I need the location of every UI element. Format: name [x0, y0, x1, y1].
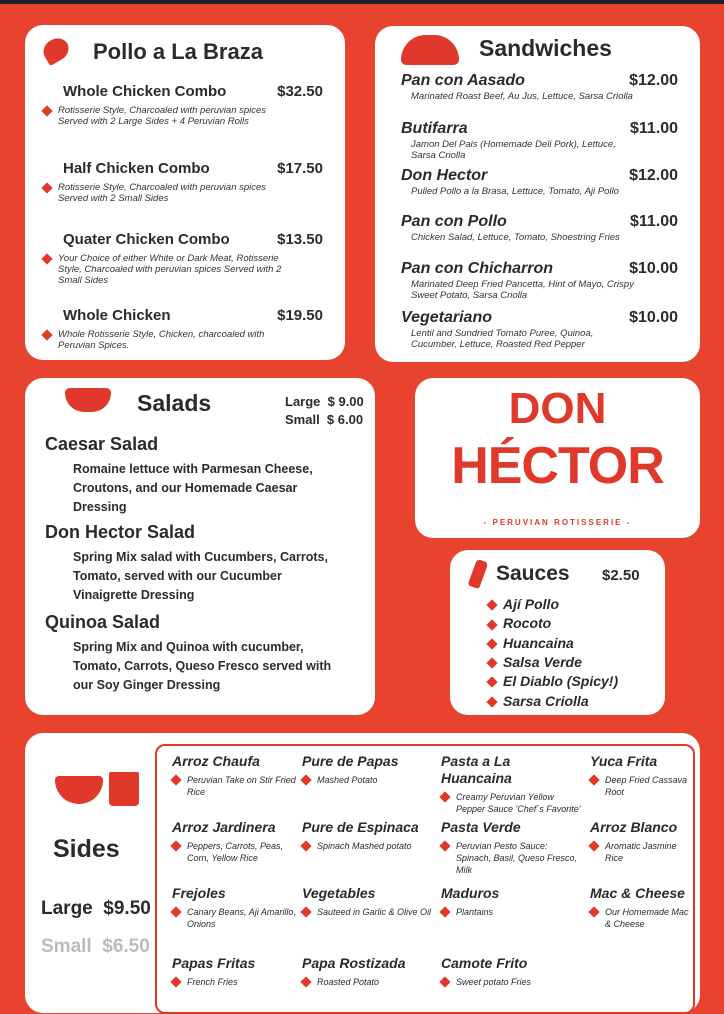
- sides-section: [25, 733, 700, 1013]
- diamond-bullet-icon: [486, 658, 497, 669]
- item-name: Pan con Aasado: [401, 72, 525, 89]
- side-description: [590, 840, 692, 864]
- diamond-bullet-icon: [170, 774, 181, 785]
- sauce-bottle-icon: [468, 559, 489, 589]
- side-description: [302, 840, 435, 852]
- side-description: [302, 976, 435, 988]
- side-description-text: Plantains: [456, 907, 494, 917]
- item-price: $10.00: [629, 309, 678, 326]
- diamond-bullet-icon: [486, 696, 497, 707]
- item-name: Vegetariano: [401, 309, 492, 326]
- bowl-and-fries-icon: [55, 768, 140, 808]
- item-description: Jamon Del Pais (Homemade Deli Pork), Lettuce, Sarsa Criolla: [411, 139, 616, 161]
- description-line: Your Choice of either White or Dark Meat, Rotisserie Style, Charcoaled with peruvian spices Served with 2 Small Sides: [58, 253, 282, 286]
- side-name: Camote Frito: [441, 955, 528, 971]
- item-name: Quater Chicken Combo: [63, 231, 230, 248]
- item-name: Pan con Pollo: [401, 213, 507, 230]
- side-description-text: Aromatic Jasmine Rice: [605, 841, 677, 863]
- burger-icon: [401, 35, 459, 65]
- item-name: Whole Chicken Combo: [63, 83, 227, 100]
- sauce-item: [488, 596, 559, 612]
- side-name: Arroz Jardinera: [172, 819, 276, 835]
- item-description: Spring Mix and Quinoa with cucumber, Tomato, Carrots, Queso Fresco served with our Soy Ginger Dressing: [73, 640, 332, 692]
- side-item: [590, 753, 692, 798]
- item-description: Marinated Deep Fried Pancetta, Hint of Mayo, Crispy Sweet Potato, Sarsa Criolla: [411, 279, 634, 301]
- side-item: [172, 955, 296, 988]
- diamond-bullet-icon: [41, 182, 52, 193]
- item-name: Don Hector Salad: [45, 522, 196, 542]
- top-strip: [0, 0, 724, 4]
- side-description: [441, 906, 584, 918]
- side-item: [172, 753, 296, 798]
- description-text: [58, 105, 266, 127]
- diamond-bullet-icon: [41, 329, 52, 340]
- side-description-text: Creamy Peruvian Yellow Pepper Sauce 'Chef´s Favorite': [456, 792, 581, 814]
- description-line: Rotisserie Style, Charcoaled with peruvian spices: [58, 182, 267, 193]
- diamond-bullet-icon: [41, 105, 52, 116]
- item-price: $12.00: [629, 72, 678, 89]
- side-description-text: Roasted Potato: [317, 977, 380, 987]
- side-item: [441, 955, 584, 988]
- side-description: [302, 906, 435, 918]
- logo-line2: HÉCTOR: [451, 437, 664, 495]
- item-price: $13.50: [277, 231, 323, 248]
- side-item: [302, 885, 435, 918]
- item-description: Spring Mix salad with Cucumbers, Carrots, Tomato, served with our Cucumber Vinaigrette Dressing: [73, 550, 328, 602]
- section-title: Sauces: [496, 562, 570, 585]
- side-description: [172, 774, 296, 798]
- item-description: [43, 253, 283, 286]
- diamond-bullet-icon: [170, 976, 181, 987]
- item-description: [43, 105, 283, 127]
- sauce-name: Huancaina: [503, 634, 574, 651]
- item-price: $12.00: [629, 167, 678, 184]
- side-item: [302, 819, 435, 852]
- side-item: [172, 819, 296, 864]
- item-description: Chicken Salad, Lettuce, Tomato, Shoestring Fries: [411, 232, 620, 243]
- sandwiches-section: [375, 26, 700, 362]
- diamond-bullet-icon: [300, 976, 311, 987]
- side-name: Yuca Frita: [590, 753, 658, 769]
- side-description-text: Spinach Mashed potato: [317, 841, 412, 851]
- side-description-text: Sauteed in Garlic & Olive Oil: [317, 907, 432, 917]
- item-description: Lentil and Sundried Tomato Puree, Quinoa, Cucumber, Lettuce, Roasted Red Pepper: [411, 328, 594, 350]
- salad-bowl-icon: [65, 388, 111, 412]
- item-description: Pulled Pollo a la Brasa, Lettuce, Tomato, Aji Pollo: [411, 186, 619, 197]
- sauce-name: Ají Pollo: [503, 596, 559, 612]
- description-extra: Served with 2 Small Sides: [58, 193, 169, 204]
- sauce-item: [488, 654, 582, 670]
- item-price: $10.00: [629, 260, 678, 277]
- diamond-bullet-icon: [439, 791, 450, 802]
- diamond-bullet-icon: [41, 253, 52, 264]
- logo-line1: DON: [508, 384, 607, 433]
- sauce-name: Salsa Verde: [503, 653, 582, 670]
- side-description-text: Canary Beans, Aji Amarillo, Onions: [187, 907, 296, 929]
- item-name: Caesar Salad: [45, 434, 159, 454]
- salad-large-price: Large $ 9.00: [285, 394, 364, 409]
- sauce-item: [488, 615, 551, 631]
- section-title: Pollo a La Braza: [93, 39, 263, 64]
- item-price: $11.00: [629, 213, 678, 230]
- item-price: $17.50: [277, 160, 323, 177]
- description-text: [58, 182, 266, 204]
- diamond-bullet-icon: [486, 677, 497, 688]
- sauce-item: [488, 693, 589, 709]
- side-description-text: Deep Fried Cassava Root: [605, 775, 688, 797]
- side-description-text: Mashed Potato: [317, 775, 378, 785]
- side-item: [302, 955, 435, 988]
- side-name: Frejoles: [172, 885, 226, 901]
- side-description-text: French Fries: [187, 977, 238, 987]
- side-description-text: Our Homemade Mac & Cheese: [605, 907, 689, 929]
- item-name: Quinoa Salad: [45, 612, 161, 632]
- side-name: Vegetables: [302, 885, 376, 901]
- item-name: Butifarra: [401, 120, 468, 137]
- side-description: [441, 840, 584, 876]
- chicken-leg-icon: [39, 34, 73, 66]
- item-description: [43, 329, 283, 351]
- description-extra: Served with 2 Large Sides + 4 Peruvian Rolls: [58, 116, 249, 127]
- item-description: [43, 182, 283, 204]
- sauce-item: [488, 673, 618, 689]
- side-item: [172, 885, 296, 930]
- side-item: [590, 819, 692, 864]
- item-price: $19.50: [277, 307, 323, 324]
- salads-section: [25, 378, 375, 715]
- side-name: Pure de Papas: [302, 753, 399, 769]
- side-description: [172, 906, 296, 930]
- side-description-text: Peruvian Take on Stir Fried Rice: [187, 775, 296, 797]
- side-description: [172, 976, 296, 988]
- diamond-bullet-icon: [439, 840, 450, 851]
- description-line: Whole Rotisserie Style, Chicken, charcoaled with Peruvian Spices.: [58, 329, 265, 351]
- side-description-text: Peruvian Pesto Sauce: Spinach, Basil, Queso Fresco, Milk: [456, 841, 578, 875]
- sides-large-price: Large $9.50: [41, 898, 151, 919]
- item-description: Romaine lettuce with Parmesan Cheese, Croutons, and our Homemade Caesar Dressing: [73, 462, 313, 514]
- diamond-bullet-icon: [486, 638, 497, 649]
- diamond-bullet-icon: [300, 840, 311, 851]
- item-price: $11.00: [629, 120, 678, 137]
- diamond-bullet-icon: [439, 906, 450, 917]
- diamond-bullet-icon: [439, 976, 450, 987]
- diamond-bullet-icon: [300, 774, 311, 785]
- diamond-bullet-icon: [300, 906, 311, 917]
- item-name: Half Chicken Combo: [63, 160, 210, 177]
- item-name: Pan con Chicharron: [401, 260, 554, 277]
- diamond-bullet-icon: [588, 774, 599, 785]
- sauce-item: [488, 635, 574, 651]
- side-name: Arroz Blanco: [590, 819, 678, 835]
- side-description: [441, 976, 584, 988]
- don-hector-logo: [415, 378, 700, 538]
- item-name: Don Hector: [401, 167, 488, 184]
- diamond-bullet-icon: [170, 906, 181, 917]
- side-item: [441, 819, 584, 876]
- diamond-bullet-icon: [588, 906, 599, 917]
- item-name: Whole Chicken: [63, 307, 171, 324]
- diamond-bullet-icon: [588, 840, 599, 851]
- side-item: [590, 885, 692, 930]
- side-item: [302, 753, 435, 786]
- side-name: Mac & Cheese: [590, 885, 685, 901]
- side-name: Papa Rostizada: [302, 955, 406, 971]
- pollo-section: [25, 25, 345, 360]
- diamond-bullet-icon: [170, 840, 181, 851]
- side-description: [172, 840, 296, 864]
- section-title: Salads: [137, 390, 212, 416]
- side-description-text: Sweet potato Fries: [456, 977, 532, 987]
- side-description: [590, 906, 692, 930]
- salad-small-price: Small $ 6.00: [285, 412, 364, 427]
- sauce-name: Sarsa Criolla: [503, 692, 589, 709]
- sauce-price: $2.50: [602, 567, 640, 584]
- diamond-bullet-icon: [486, 619, 497, 630]
- side-name: Pasta Verde: [441, 819, 521, 835]
- item-price: $32.50: [277, 83, 323, 100]
- sauce-name: Rocoto: [503, 615, 552, 632]
- sauces-section: [450, 550, 665, 715]
- side-item: [441, 753, 584, 815]
- sides-small-price: Small $6.50: [41, 936, 150, 957]
- description-text: [58, 253, 283, 286]
- description-line: Rotisserie Style, Charcoaled with peruvian spices: [58, 105, 267, 116]
- side-name: Arroz Chaufa: [172, 753, 260, 769]
- sauce-name: El Diablo (Spicy!): [503, 673, 619, 690]
- description-text: [58, 329, 283, 351]
- side-description: [441, 791, 584, 815]
- side-name: Pasta a La Huancaina: [441, 753, 512, 786]
- side-name: Maduros: [441, 885, 500, 901]
- section-title: Sides: [53, 835, 120, 863]
- logo-tagline: - PERUVIAN ROTISSERIE -: [483, 518, 632, 527]
- side-description: [590, 774, 692, 798]
- side-description-text: Peppers, Carrots, Peas, Corn, Yellow Rice: [187, 841, 284, 863]
- diamond-bullet-icon: [486, 600, 497, 611]
- side-name: Pure de Espinaca: [302, 819, 419, 835]
- side-item: [441, 885, 584, 918]
- item-description: Marinated Roast Beef, Au Jus, Lettuce, Sarsa Criolla: [411, 91, 633, 102]
- section-title: Sandwiches: [479, 35, 612, 61]
- side-description: [302, 774, 435, 786]
- side-name: Papas Fritas: [172, 955, 256, 971]
